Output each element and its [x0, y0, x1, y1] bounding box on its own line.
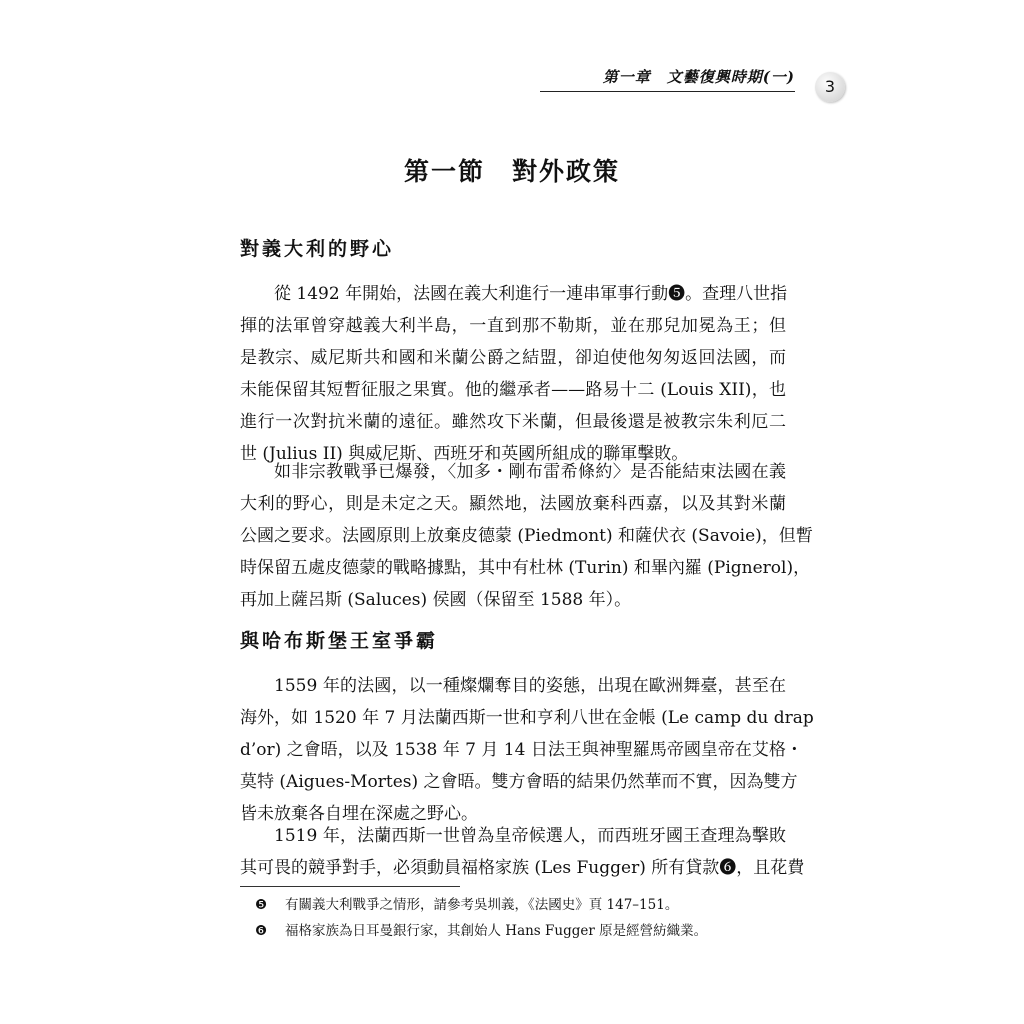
- subheading-habsburg: 與哈布斯堡王室爭霸: [240, 630, 439, 652]
- paragraph-line: d’or) 之會晤，以及 1538 年 7 月 14 日法王與神聖羅馬帝國皇帝在艾格・: [240, 740, 803, 760]
- paragraph-1: [240, 278, 786, 470]
- paragraph-line: 公國之要求。法國原則上放棄皮德蒙 (Piedmont) 和薩伏衣 (Savoie)，但暫: [240, 526, 813, 546]
- paragraph-line: 是教宗、威尼斯共和國和米蘭公爵之結盟，卻迫使他匆匆返回法國，而: [240, 348, 786, 368]
- paragraph-line: 莫特 (Aigues-Mortes) 之會晤。雙方會晤的結果仍然華而不實，因為雙方: [240, 772, 798, 792]
- footnotes: [255, 892, 815, 944]
- footnote-5: [255, 892, 815, 918]
- footnote-marker: ❻: [255, 923, 268, 939]
- paragraph-line: 大利的野心，則是未定之天。顯然地，法國放棄科西嘉，以及其對米蘭: [240, 494, 786, 514]
- paragraph-3: [240, 670, 814, 830]
- paragraph-line: 未能保留其短暫征服之果實。他的繼承者——路易十二 (Louis XII)，也: [240, 380, 786, 400]
- paragraph-line: 海外，如 1520 年 7 月法蘭西斯一世和亨利八世在金帳 (Le camp du drap: [240, 708, 814, 728]
- footnote-marker: ❺: [255, 897, 268, 913]
- paragraph-line: 揮的法軍曾穿越義大利半島，一直到那不勒斯，並在那兒加冕為王；但: [240, 316, 786, 336]
- page-number-badge: 3: [815, 72, 845, 102]
- paragraph-line: 世 (Julius II) 與威尼斯、西班牙和英國所組成的聯軍擊敗。: [240, 444, 689, 464]
- section-title: 第一節 對外政策: [403, 157, 620, 186]
- footnote-text: 福格家族為日耳曼銀行家，其創始人 Hans Fugger 原是經營紡織業。: [285, 923, 708, 939]
- paragraph-line: 皆未放棄各自埋在深處之野心。: [240, 804, 478, 824]
- paragraph-line: 從 1492 年開始，法國在義大利進行一連串軍事行動❺。查理八世指: [274, 284, 788, 304]
- footnote-divider: [240, 886, 460, 887]
- paragraph-line: 時保留五處皮德蒙的戰略據點，其中有杜林 (Turin) 和畢內羅 (Pignerol)，: [240, 558, 811, 578]
- paragraph-2: [240, 456, 813, 616]
- footnote-6: [255, 918, 815, 944]
- paragraph-line: 進行一次對抗米蘭的遠征。雖然攻下米蘭，但最後還是被教宗朱利厄二: [240, 412, 786, 432]
- running-header: 第一章 文藝復興時期(一): [540, 66, 795, 92]
- subheading-italy: 對義大利的野心: [240, 238, 395, 260]
- footnote-text: 有關義大利戰爭之情形，請參考吳圳義，《法國史》頁 147–151。: [285, 897, 679, 913]
- paragraph-line: 1519 年，法蘭西斯一世曾為皇帝候選人，而西班牙國王查理為擊敗: [274, 826, 786, 846]
- paragraph-line: 再加上薩呂斯 (Saluces) 侯國（保留至 1588 年）。: [240, 590, 632, 610]
- paragraph-line: 如非宗教戰爭已爆發，〈加多・剛布雷希條約〉是否能結束法國在義: [274, 462, 786, 482]
- paragraph-4: [240, 820, 805, 884]
- paragraph-line: 其可畏的競爭對手，必須動員福格家族 (Les Fugger) 所有貸款❻，且花費: [240, 858, 805, 878]
- paragraph-line: 1559 年的法國，以一種燦爛奪目的姿態，出現在歐洲舞臺，甚至在: [274, 676, 786, 696]
